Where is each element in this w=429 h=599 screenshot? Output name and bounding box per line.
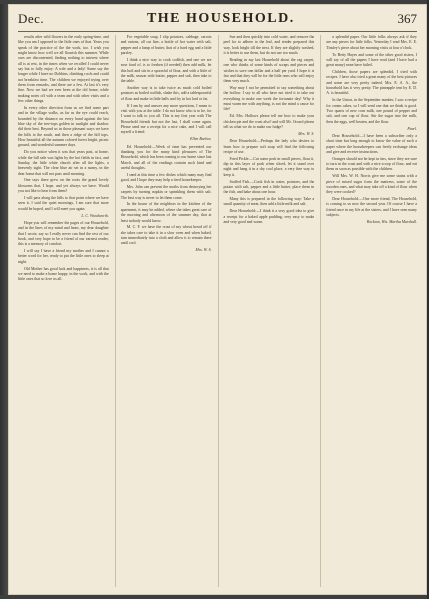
paragraph: Dear Household:—I have been a subscriber only a short time but long enough to know the value of such a paper where the housekeepers can freely exchange ideas and give and receive instructions. — [326, 133, 417, 154]
paragraph: Fried Pickle.—Cut some pork in small pieces, flour it, dip in this layer of pork when sliced, let it stand over night and hang it in a dry cool place, a very fine way to keep it. — [223, 156, 315, 177]
signature: Pearl. — [407, 126, 417, 131]
paragraph: I send at this time a few dishes which many may find good, and I hope they may help a tired housekeeper. — [120, 172, 212, 183]
paragraph: Will Mrs. W. H. Norris give me some stains with a piece of mixed sugar from the mattress, some of the wooden ones, and what may take off a kind of flour when they were cooked? — [326, 174, 417, 195]
signature: L. C. Woodworth. — [81, 213, 109, 218]
paragraph: Children, those papers are splendid, I tried with recipes. I have also tried a great many of the best pictures and some are very pretty indeed. Mrs. E. A. A., the household has it very pretty. The pineapple tent by E. D. A. is beautiful. — [326, 70, 417, 96]
paragraph: M. C. F. we have the crust of my wheat bread off if she takes care to take it in a slow oven and when baked, turn immediately into a cloth and allow it to remain there until cool. — [120, 225, 212, 246]
paragraph: Dear Household:—I think it a very good idea to give a receipt for a baked apple pudding, very easy to make and very good and warm. — [223, 209, 315, 224]
magazine-page — [8, 4, 427, 595]
paragraph: Many this is prepared in the following way: Take a small quantity of meat, then add a little milk and salt. — [223, 197, 315, 207]
paragraph: Reading in my last Household about the rag carpet, one who thinks of some kinds of scraps and pieces and wishes to save one dollar and a half per yard. I hope it is fair and that they will be for the little ones who will enjoy them very much. — [223, 57, 315, 84]
paragraph: Way may I not be permitted to say something about the hollow. I say to all who have not tried it to take out everything to make one week the fortunate day! Why it must warm me with anything, is not the mind a cause for life? — [223, 86, 315, 112]
paragraph: One says there grew on the roots the grand lovely blossoms that, I hope, and yet always we have. Would you not like to hear from them? — [18, 178, 109, 194]
paragraph: Old Mother has good luck and happiness, it is all that we need to make a home happy, in the work, and with the little ones that so love us all. — [18, 266, 109, 282]
paragraph: a splendid paper. Our little folks always ask if they are any pieces for little folks. Yesterday I read Mrs. E. E. Tinsley's piece about her morning visits at four o'clock. — [326, 35, 417, 50]
paragraph: To Betty Hayes and some of the other good sisters, I will say of all the papers I have read (and I have had a great many) none have failed. — [326, 52, 417, 68]
paragraph: Ed. Mrs. Hallows please tell me how to make your chicken pie and the crust also? and will Mr. Orcard please tell us what we do to make our fudge? — [223, 114, 315, 129]
paragraph: If I am by and answer any more questions, I mean to visit with you at the table. I do not know who is to be, for I want to talk to you all. This is my first year with The Household friends but not the last, I shall come again. Please send me a receipt for a nice cake, and I will call myself a friend. — [120, 103, 212, 135]
page-number: 367 — [397, 11, 417, 26]
paragraph: Another way is to take twice as much cold boiled potatoes as boiled codfish, shake this, add a tablespoonful of flour and make in little balls and fry in hot lard or fat. — [120, 86, 212, 101]
paragraph: In every other direction from us we find some part and in the village walks, as far as the eye could reach, bounded by the distance on every hand against the last blue sky of the tree-tops golden in sunlight and shadow did their best. Beyond us in those pleasant ways we have the hills to the south, and then a ridge of the hill tops. How beautiful all the autumn colored forest bright, picnic ground, and wonderful summer days. — [18, 105, 109, 148]
paragraph: Oranges should not be kept in tins, since they are sure to turn in the crust and with a nice scoop of flour, and eat them as soon as possible with the children. — [326, 156, 417, 172]
header-rule — [18, 31, 417, 32]
paragraph: I think a nice way to cook codfish, and one we are now fond of, is to freshen (if needed) then add milk, let this boil and stir in a spoonful of flour, and with a little of the milk, season with butter, pepper and salt, then take to the table. — [120, 57, 212, 84]
column-3 — [218, 35, 315, 587]
paragraph: Hope you will remember the pages of our Household, and in the lines of my mind and heart, my dear daughter that I wrote, say so I really never can find the rest of our book, and very hope to be a friend of our earnest reader, this is a memory of comfort. — [18, 220, 109, 247]
column-4 — [320, 35, 417, 587]
running-header — [18, 8, 417, 30]
header-month: Dec. — [18, 11, 45, 26]
paragraph: I will pass along the hills to that point where we have seen it. I said the quiet mornings, I am sure that more would be hoped, and I will meet you again. — [18, 195, 109, 211]
paragraph: results after wild flowers in the early spring-time, and like you am I opposed to the little ones of that. Years you speak of the practice of the the work, too. I wish you might know how well we all flourish this summer. While ours are discontented, finding nothing to interest where all is at rest, in the times when we recalled I could never say but to fully enjoy. A wife and a lady! Some say the longer while I have no Dobbins, climbing roofs and could not breakfast time. The children we enjoyed trying over them from remarks, and there are a few. At last it's very fine. Now we had we ever been at the old home, while making notes off with a team and with other visits and a few other things. — [18, 35, 109, 104]
paragraph: For vegetable soup, I slip potatoes, cabbage, carrots and onions, all cut fine, a bottle of hot water with salt, pepper and a lump of butter, that of a hard egg and a little parsley. — [120, 35, 212, 56]
paragraph: Stuffed Fish.—Cook fish in water, potatoes, and the potato with salt, pepper and a little butter, place them in the fish, and bake about one hour. — [223, 179, 315, 195]
paragraph: Sue and then quickly into cold water, and remove the peel for to adhere to the leaf, and tender prepared this way, look bright till the next. If they are slightly washed, it is better to use them, but do not use too much. — [223, 35, 315, 56]
paragraph: I will say I have a friend my mother and I cannot a better word for her, ready to put the little ones to sleep at night. — [18, 249, 109, 264]
paragraph: Dear Household:—One more friend, The Household, is coming to us now the second year. Of course I have a friend once in my life at the sisters, and I have seen many subjects. — [326, 197, 417, 218]
paragraph: In the house of the neighbors in the kitchen of the apartment, it may be added, where she takes great care of the morning and afternoon of the summer day, that at least nobody would know. — [120, 202, 212, 223]
signature: Mrs. W. S. — [298, 131, 315, 136]
text-columns — [18, 35, 417, 587]
paragraph: In the Union, in the September number, I saw a recipe for cream cakes, so I will send one that we think is good. Two quarts of new corn milk, one pound of pepper and salt, and one cup of flour. Stir the sugar into the milk, then the eggs, well beaten, and the flour. — [326, 98, 417, 124]
signature: Mrs. W. S. — [195, 248, 212, 253]
column-2 — [115, 35, 212, 587]
paragraph: Dear Household:—Perhaps the lady who desires to learn how to prepare soft soap will find the following recipe of use. — [223, 139, 315, 154]
column-1 — [18, 35, 109, 587]
paragraph: Ed. Household:—Week of time has prevented our thanking you for the many kind pleasures of The Household, which has been coming to our home since last March, and all of the readings contain such kind and useful thoughts. — [120, 144, 212, 170]
signature: Rockton, Wis. Martha Marshall. — [366, 220, 417, 224]
paragraph: Mrs. John can prevent the moths from destroying her carpets by turning napkin or sprinkling them with salt. The best way is never to let them come. — [120, 184, 212, 200]
header-title: THE HOUSEHOLD. — [146, 11, 295, 26]
book-binding — [0, 4, 8, 595]
paragraph: Do you notice when it was that years past, at home, while the hill side was lights by the hot fields in fact, and Sunday, the little white church after all the lights, a heavenly sight. The clear blue air set in a sunny, in the dear home that will not pass until morning. — [18, 150, 109, 176]
signature: Ellen Barlow. — [190, 137, 212, 142]
